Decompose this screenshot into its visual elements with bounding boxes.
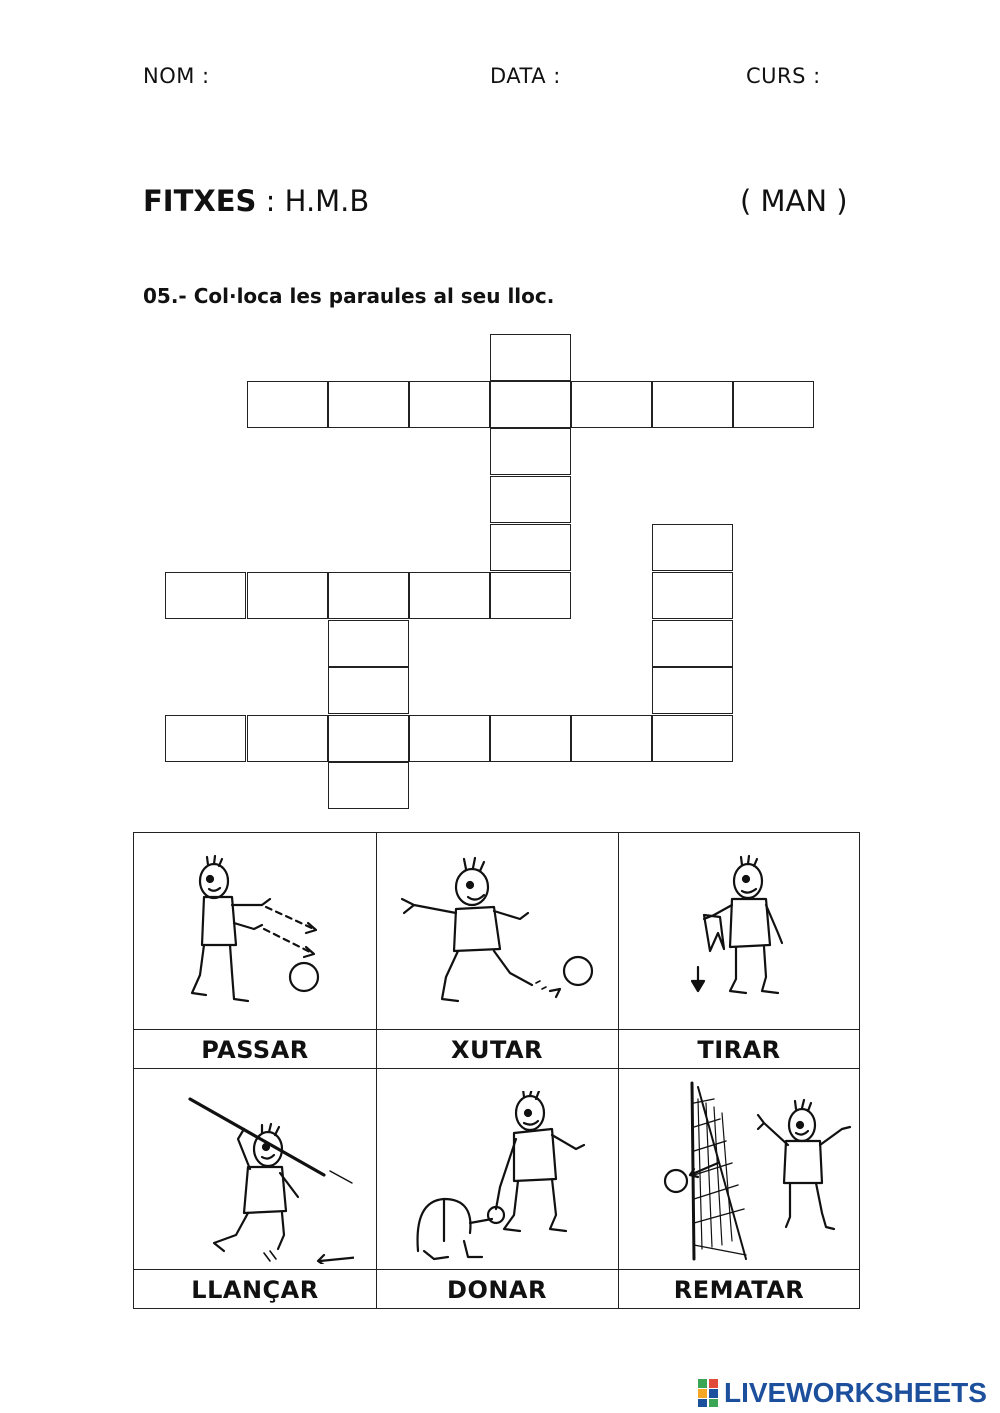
card-label-passar: PASSAR: [134, 1029, 376, 1069]
liveworksheets-logo-icon: [698, 1379, 720, 1407]
crossword-cell[interactable]: [165, 572, 246, 619]
crossword-cell[interactable]: [247, 715, 328, 762]
crossword-cell[interactable]: [328, 715, 409, 762]
crossword-cell[interactable]: [490, 381, 571, 428]
crossword-cell[interactable]: [247, 572, 328, 619]
word-cards-table: [133, 832, 860, 1309]
crossword-cell[interactable]: [328, 667, 409, 714]
crossword-cell[interactable]: [490, 334, 571, 381]
crossword-cell[interactable]: [571, 715, 652, 762]
crossword-cell[interactable]: [490, 572, 571, 619]
crossword-cell[interactable]: [571, 381, 652, 428]
player-passing-ball-icon: [174, 853, 344, 1023]
player-dropping-object-icon: [674, 853, 814, 1023]
card-label-llancar: LLANÇAR: [134, 1269, 376, 1309]
crossword-cell[interactable]: [247, 381, 328, 428]
card-label-tirar: TIRAR: [618, 1029, 860, 1069]
crossword-cell[interactable]: [490, 476, 571, 523]
crossword-cell[interactable]: [733, 381, 814, 428]
crossword-cell[interactable]: [409, 572, 490, 619]
crossword-cell[interactable]: [490, 524, 571, 571]
crossword-cell[interactable]: [490, 715, 571, 762]
crossword-cell[interactable]: [409, 381, 490, 428]
crossword-cell[interactable]: [652, 715, 733, 762]
player-throwing-icon: [174, 1089, 354, 1264]
liveworksheets-logo-text: LIVEWORKSHEETS: [724, 1377, 987, 1408]
crossword-cell[interactable]: [328, 381, 409, 428]
crossword-cell[interactable]: [165, 715, 246, 762]
player-handing-ball-icon: [404, 1091, 604, 1266]
crossword-cell[interactable]: [652, 667, 733, 714]
card-label-rematar: REMATAR: [618, 1269, 860, 1309]
header-data: DATA :: [490, 64, 561, 88]
crossword-cell[interactable]: [652, 381, 733, 428]
liveworksheets-logo: [698, 1376, 987, 1410]
crossword-cell[interactable]: [652, 620, 733, 667]
crossword-cell[interactable]: [328, 762, 409, 809]
worksheet-title: [143, 184, 369, 218]
crossword-cell[interactable]: [652, 524, 733, 571]
crossword-cell[interactable]: [490, 428, 571, 475]
card-label-xutar: XUTAR: [376, 1029, 618, 1069]
crossword-cell[interactable]: [328, 620, 409, 667]
crossword-cell[interactable]: [652, 572, 733, 619]
title-rest: : H.M.B: [256, 184, 370, 218]
header-nom: NOM :: [143, 64, 210, 88]
worksheet-tag: ( MAN ): [740, 184, 848, 218]
player-spiking-at-net-icon: [654, 1079, 854, 1269]
divider: [376, 833, 377, 1308]
title-bold: FITXES: [143, 184, 257, 218]
instruction: 05.- Col·loca les paraules al seu lloc.: [143, 284, 555, 308]
card-label-donar: DONAR: [376, 1269, 618, 1309]
divider: [618, 833, 619, 1308]
player-kicking-ball-icon: [390, 853, 610, 1023]
crossword-cell[interactable]: [409, 715, 490, 762]
header-curs: CURS :: [746, 64, 821, 88]
crossword-cell[interactable]: [328, 572, 409, 619]
